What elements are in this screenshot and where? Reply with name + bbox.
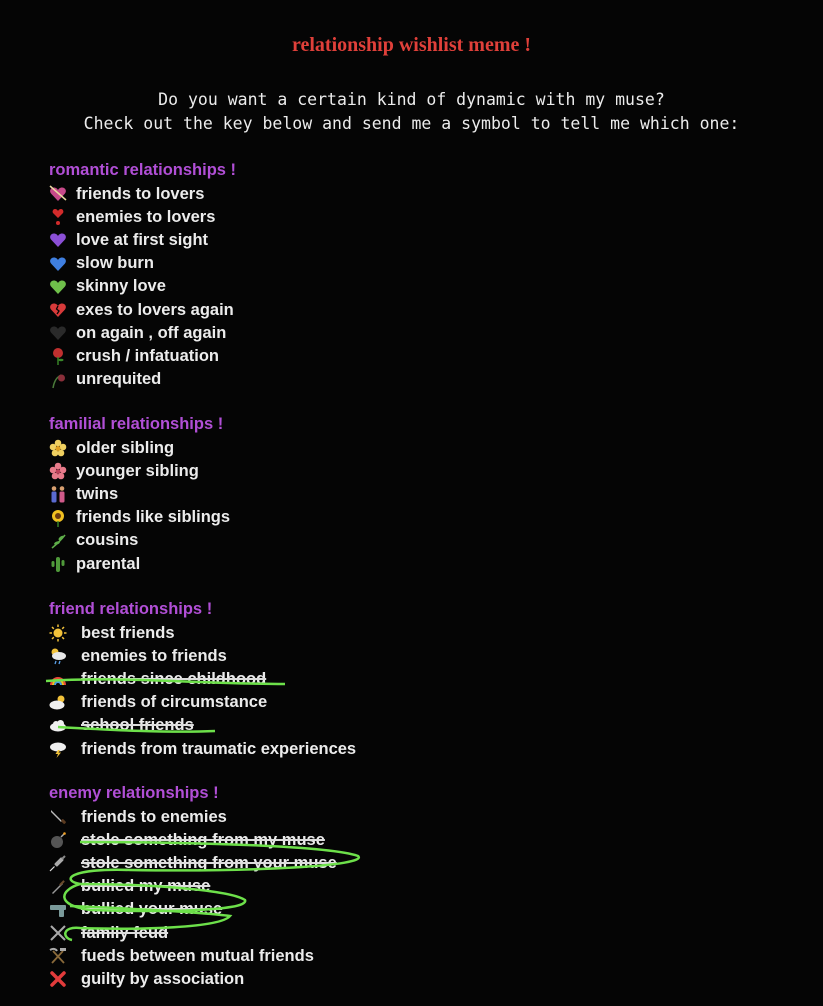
cross-mark-icon — [49, 970, 67, 988]
list-item-label: on again , off again — [76, 323, 227, 342]
crossed-swords-icon — [49, 924, 67, 942]
intro-text — [0, 88, 823, 136]
black-heart-icon — [49, 324, 67, 342]
section-header-romantic: romantic relationships ! — [49, 161, 237, 179]
cloud-icon — [49, 717, 67, 735]
flower-icon — [49, 462, 67, 480]
list-item-label: friends from traumatic experiences — [81, 739, 357, 758]
list-item — [49, 715, 194, 737]
pistol-icon — [49, 901, 67, 919]
list-item — [49, 460, 199, 482]
list-item-label: skinny love — [76, 277, 166, 296]
list-item-label: stole something from your muse — [81, 853, 337, 872]
list-item-label: school friends — [81, 716, 194, 735]
lightning-cloud-icon — [49, 740, 67, 758]
sun-icon — [49, 624, 67, 642]
cactus-icon — [49, 555, 67, 573]
list-item — [49, 692, 267, 714]
list-item — [49, 645, 227, 667]
rose-icon — [49, 347, 67, 365]
list-item — [49, 852, 337, 874]
list-item — [49, 899, 222, 921]
knife-icon — [49, 808, 67, 826]
list-item — [49, 299, 234, 321]
list-item — [49, 622, 175, 644]
blossom-icon — [49, 439, 67, 457]
dagger-icon — [49, 878, 67, 896]
sun-behind-cloud-icon — [49, 694, 67, 712]
list-item-label: friends to enemies — [81, 807, 227, 826]
list-item-label: love at first sight — [76, 230, 209, 249]
list-item — [49, 738, 356, 760]
list-item-label: enemies to friends — [81, 646, 227, 665]
sunflower-icon — [49, 509, 67, 527]
list-item — [49, 530, 138, 552]
list-item-label: crush / infatuation — [76, 346, 220, 365]
list-item-label: bullied your muse — [81, 900, 223, 919]
intro-line-2: Check out the key below and send me a symbol to tell me which one: — [83, 114, 740, 133]
list-item — [49, 553, 140, 575]
rainbow-icon — [49, 670, 67, 688]
list-item-label: younger sibling — [76, 461, 199, 480]
heart-arrow-icon — [49, 185, 67, 203]
wilted-flower-icon — [49, 371, 67, 389]
list-item-label: fueds between mutual friends — [81, 946, 314, 965]
page-title: relationship wishlist meme ! — [291, 34, 532, 56]
list-item-label: slow burn — [76, 254, 154, 273]
list-item-label: bullied my muse — [81, 877, 211, 896]
heart-exclamation-icon — [49, 208, 67, 226]
list-item-label: exes to lovers again — [76, 300, 234, 319]
list-item — [49, 483, 118, 505]
list-item — [49, 829, 325, 851]
list-item — [49, 276, 166, 298]
list-item-label: stole something from my muse — [81, 830, 325, 849]
list-item-label: parental — [76, 554, 141, 573]
green-heart-icon — [49, 278, 67, 296]
intro-line-1: Do you want a certain kind of dynamic with my muse? — [158, 90, 665, 109]
section-header-familial: familial relationships ! — [49, 415, 224, 433]
list-item-label: friends since childhood — [81, 669, 267, 688]
list-item-label: best friends — [81, 623, 175, 642]
list-item-label: family feud — [81, 923, 169, 942]
list-item-label: friends like siblings — [76, 508, 231, 527]
list-item — [49, 183, 204, 205]
list-item — [49, 507, 230, 529]
list-item — [49, 322, 226, 344]
blue-heart-icon — [49, 255, 67, 273]
list-item-label: older sibling — [76, 438, 175, 457]
list-item-label: twins — [76, 484, 119, 503]
list-item — [49, 437, 174, 459]
sun-rain-cloud-icon — [49, 647, 67, 665]
list-item — [49, 968, 244, 990]
list-item-label: cousins — [76, 531, 139, 550]
list-item — [49, 876, 210, 898]
purple-heart-icon — [49, 231, 67, 249]
list-item — [49, 253, 154, 275]
syringe-icon — [49, 854, 67, 872]
list-item-label: friends of circumstance — [81, 693, 268, 712]
list-item-label: friends to lovers — [76, 184, 205, 203]
couple-icon — [49, 485, 67, 503]
list-item — [49, 345, 219, 367]
section-header-friend: friend relationships ! — [49, 600, 213, 618]
list-item-label: unrequited — [76, 370, 162, 389]
hammer-pick-icon — [49, 947, 67, 965]
list-item — [49, 922, 168, 944]
list-item — [49, 369, 161, 391]
list-item — [49, 206, 215, 228]
bomb-icon — [49, 831, 67, 849]
list-item — [49, 945, 314, 967]
list-item — [49, 668, 266, 690]
list-item-label: enemies to lovers — [76, 207, 216, 226]
herb-icon — [49, 532, 67, 550]
list-item — [49, 806, 227, 828]
section-header-enemy: enemy relationships ! — [49, 784, 219, 802]
broken-heart-icon — [49, 301, 67, 319]
list-item — [49, 229, 208, 251]
list-item-label: guilty by association — [81, 969, 245, 988]
